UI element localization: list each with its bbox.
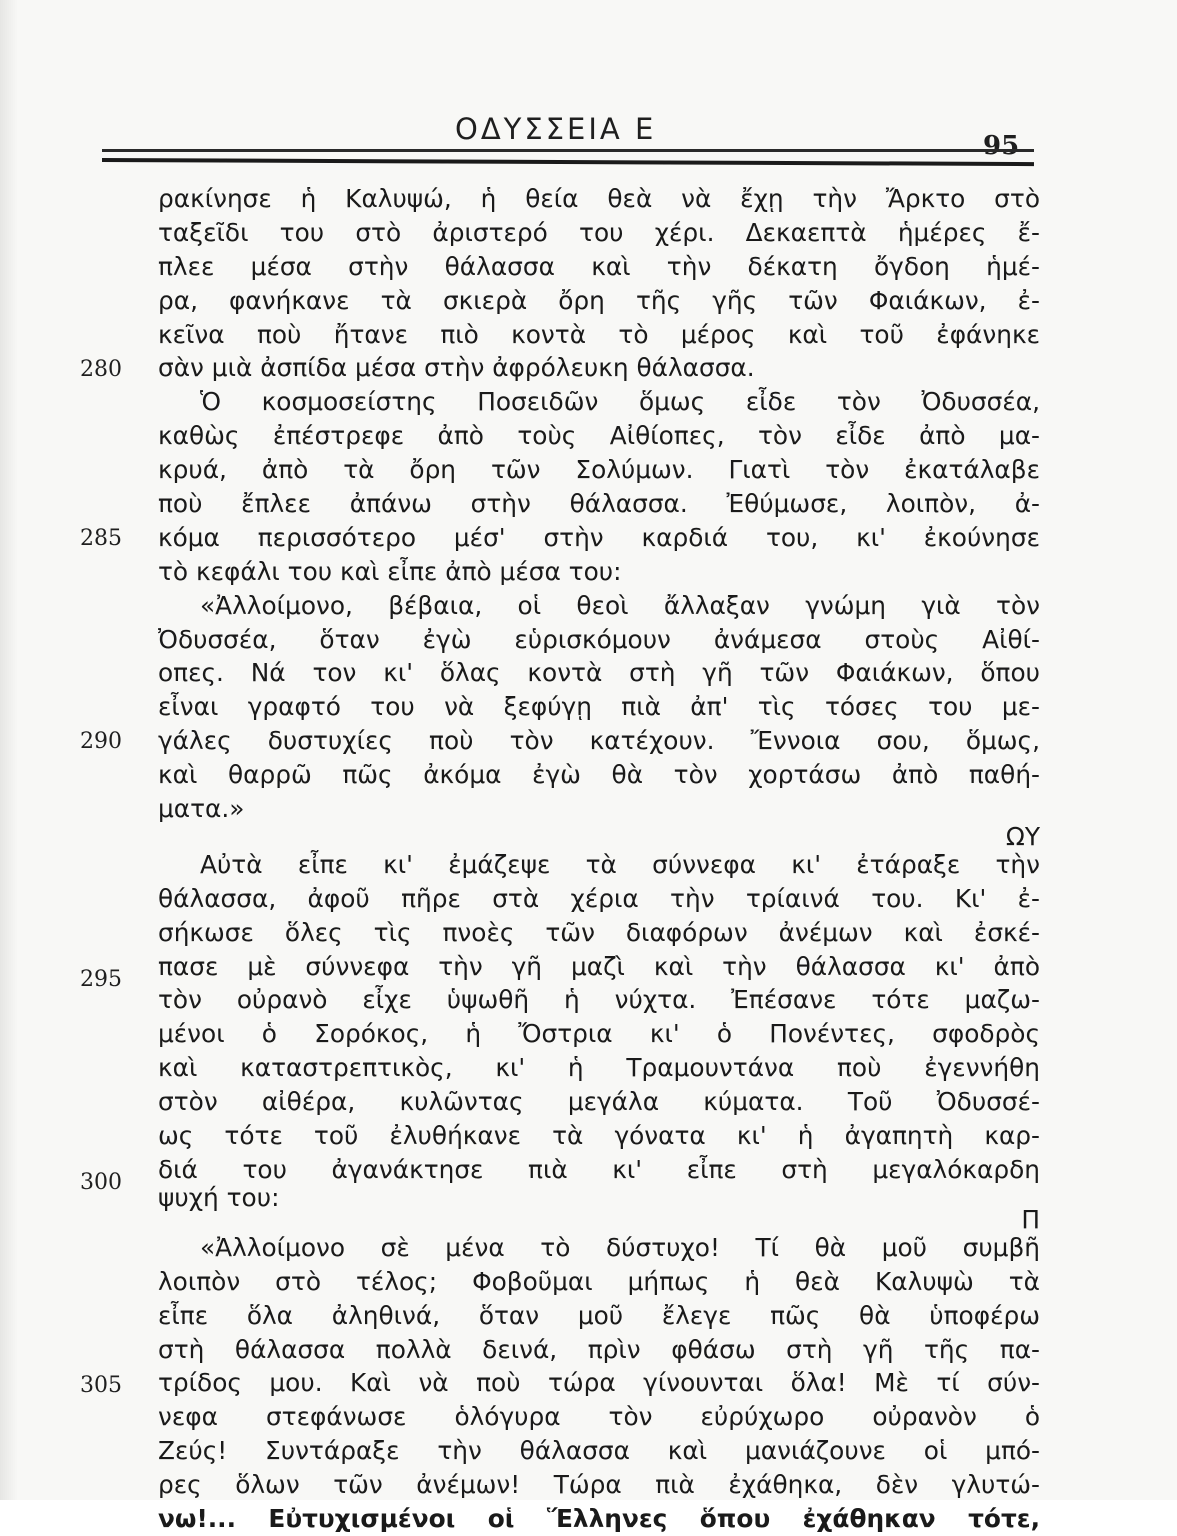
text-line: πασε μὲ σύννεφα τὴν γῆ μαζὶ καὶ τὴν θάλασσα κι' ἀπὸ — [158, 951, 1040, 981]
text-line: Αὐτὰ εἶπε κι' ἐμάζεψε τὰ σύννεφα κι' ἐτάραξε τὴν — [200, 849, 1040, 879]
text-line: στὸν αἰθέρα, κυλῶντας μεγάλα κύματα. Τοῦ Ὀδυσσέ- — [158, 1087, 1040, 1117]
text-line: Ὁ κοσμοσείστης Ποσειδῶν ὅμως εἶδε τὸν Ὀδυσσέα, — [200, 387, 1040, 417]
text-line: κεῖνα ποὺ ἤτανε πιὸ κοντὰ τὸ μέρος καὶ τοῦ ἐφάνηκε — [158, 319, 1040, 349]
text-line: ρες ὅλων τῶν ἀνέμων! Τώρα πιὰ ἐχάθηκα, δὲν γλυτώ- — [158, 1470, 1040, 1500]
text-line: σὰν μιὰ ἀσπίδα μέσα στὴν ἀφρόλευκη θάλασσα. — [158, 353, 755, 383]
running-head: ΟΔΥΣΣΕΙΑ Ε — [455, 112, 657, 146]
text-line: σήκωσε ὅλες τὶς πνοὲς τῶν διαφόρων ἀνέμων καὶ ἐσκέ- — [158, 917, 1040, 947]
text-line: ρακίνησε ἡ Καλυψώ, ἡ θεία θεὰ νὰ ἔχῃ τὴν Ἄρκτο στὸ — [158, 184, 1040, 213]
line-number: 290 — [80, 729, 122, 754]
text-line: ως τότε τοῦ ἐλυθήκανε τὰ γόνατα κι' ἡ ἀγαπητὴ καρ- — [158, 1121, 1040, 1151]
text-line: ψυχή του: — [158, 1182, 280, 1212]
text-line: Ὀδυσσέα, ὅταν ἐγὼ εὑρισκόμουν ἀνάμεσα στοὺς Αἰθί- — [158, 624, 1040, 654]
text-line: διά του ἀγανάκτησε πιὰ κι' εἶπε στὴ μεγαλόκαρδη — [158, 1154, 1040, 1184]
line-number: 300 — [80, 1170, 122, 1195]
text-line: λοιπὸν στὸ τέλος; Φοβοῦμαι μήπως ἡ θεὰ Καλυψὼ τὰ — [158, 1266, 1040, 1296]
text-line: γάλες δυστυχίες ποὺ τὸν κατέχουν. Ἔννοια σου, ὅμως, — [158, 726, 1040, 756]
text-line: νεφα στεφάνωσε ὁλόγυρα τὸν εὐρύχωρο οὐρανὸν ὁ — [158, 1402, 1040, 1432]
text-line: εἶπε ὅλα ἀληθινά, ὅταν μοῦ ἔλεγε πῶς θὰ ὑποφέρω — [158, 1300, 1040, 1330]
printer-signature: ΩΥ — [1005, 821, 1040, 851]
page-gutter — [0, 0, 18, 1500]
text-line: ταξεῖδι του στὸ ἀριστερό του χέρι. Δεκαεπτὰ ἡμέρες ἔ- — [158, 217, 1040, 247]
text-line: «Ἀλλοίμονο, βέβαια, οἱ θεοὶ ἄλλαξαν γνώμη γιὰ τὸν — [200, 590, 1040, 620]
header-rule — [102, 149, 1034, 152]
text-line: εἶναι γραφτό του νὰ ξεφύγῃ πιὰ ἀπ' τὶς τόσες του με- — [158, 692, 1040, 722]
text-line: καὶ θαρρῶ πῶς ἀκόμα ἐγὼ θὰ τὸν χορτάσω ἀπὸ παθή- — [158, 760, 1040, 790]
text-line: καὶ καταστρεπτικὸς, κι' ἡ Τραμουντάνα ποὺ ἐγεννήθη — [158, 1053, 1040, 1083]
header-rule-thick — [102, 158, 1034, 166]
text-line: «Ἀλλοίμονο σὲ μένα τὸ δύστυχο! Τί θὰ μοῦ συμβῆ — [200, 1232, 1040, 1262]
text-line: νω!... Εὐτυχισμένοι οἱ Ἕλληνες ὅπου ἐχάθηκαν τότε, — [158, 1503, 1040, 1533]
printer-signature: Π — [1021, 1204, 1040, 1234]
line-number: 305 — [80, 1373, 122, 1398]
text-line: στὴ θάλασσα πολλὰ δεινά, πρὶν φθάσω στὴ γῆ τῆς πα- — [158, 1334, 1040, 1364]
text-line: τὸ κεφάλι του καὶ εἶπε ἀπὸ μέσα του: — [158, 556, 622, 586]
text-line: μένοι ὁ Σορόκος, ἡ Ὄστρια κι' ὁ Πονέντες, σφοδρὸς — [158, 1019, 1040, 1049]
text-line: θάλασσα, ἀφοῦ πῆρε στὰ χέρια τὴν τρίαινά του. Κι' ἐ- — [158, 883, 1040, 913]
text-line: ματα.» — [158, 794, 245, 824]
text-line: καθὼς ἐπέστρεφε ἀπὸ τοὺς Αἰθίοπες, τὸν εἶδε ἀπὸ μα- — [158, 421, 1040, 451]
text-line: ποὺ ἔπλεε ἀπάνω στὴν θάλασσα. Ἐθύμωσε, λοιπὸν, ἀ- — [158, 489, 1040, 519]
text-line: κόμα περισσότερο μέσ' στὴν καρδιά του, κι' ἐκούνησε — [158, 522, 1040, 552]
line-number: 295 — [80, 967, 122, 992]
body-text — [158, 182, 1040, 1536]
text-line: κρυά, ἀπὸ τὰ ὄρη τῶν Σολύμων. Γιατὶ τὸν ἐκατάλαβε — [158, 455, 1040, 485]
line-number: 280 — [80, 357, 122, 382]
text-line: τὸν οὐρανὸ εἶχε ὑψωθῆ ἡ νύχτα. Ἐπέσανε τότε μαζω- — [158, 985, 1040, 1015]
text-line: πλεε μέσα στὴν θάλασσα καὶ τὴν δέκατη ὄγδοη ἡμέ- — [158, 251, 1040, 281]
text-line: Ζεύς! Συντάραξε τὴν θάλασσα καὶ μανιάζουνε οἱ μπό- — [158, 1436, 1040, 1466]
text-line: τρίδος μου. Καὶ νὰ ποὺ τώρα γίνουνται ὅλα! Μὲ τί σύν- — [158, 1368, 1040, 1398]
line-number: 285 — [80, 526, 122, 551]
text-line: ρα, φανήκανε τὰ σκιερὰ ὄρη τῆς γῆς τῶν Φαιάκων, ἐ- — [158, 285, 1040, 315]
page-number: 95 — [983, 131, 1020, 161]
text-line: οπες. Νά τον κι' ὅλας κοντὰ στὴ γῆ τῶν Φαιάκων, ὅπου — [158, 658, 1040, 688]
